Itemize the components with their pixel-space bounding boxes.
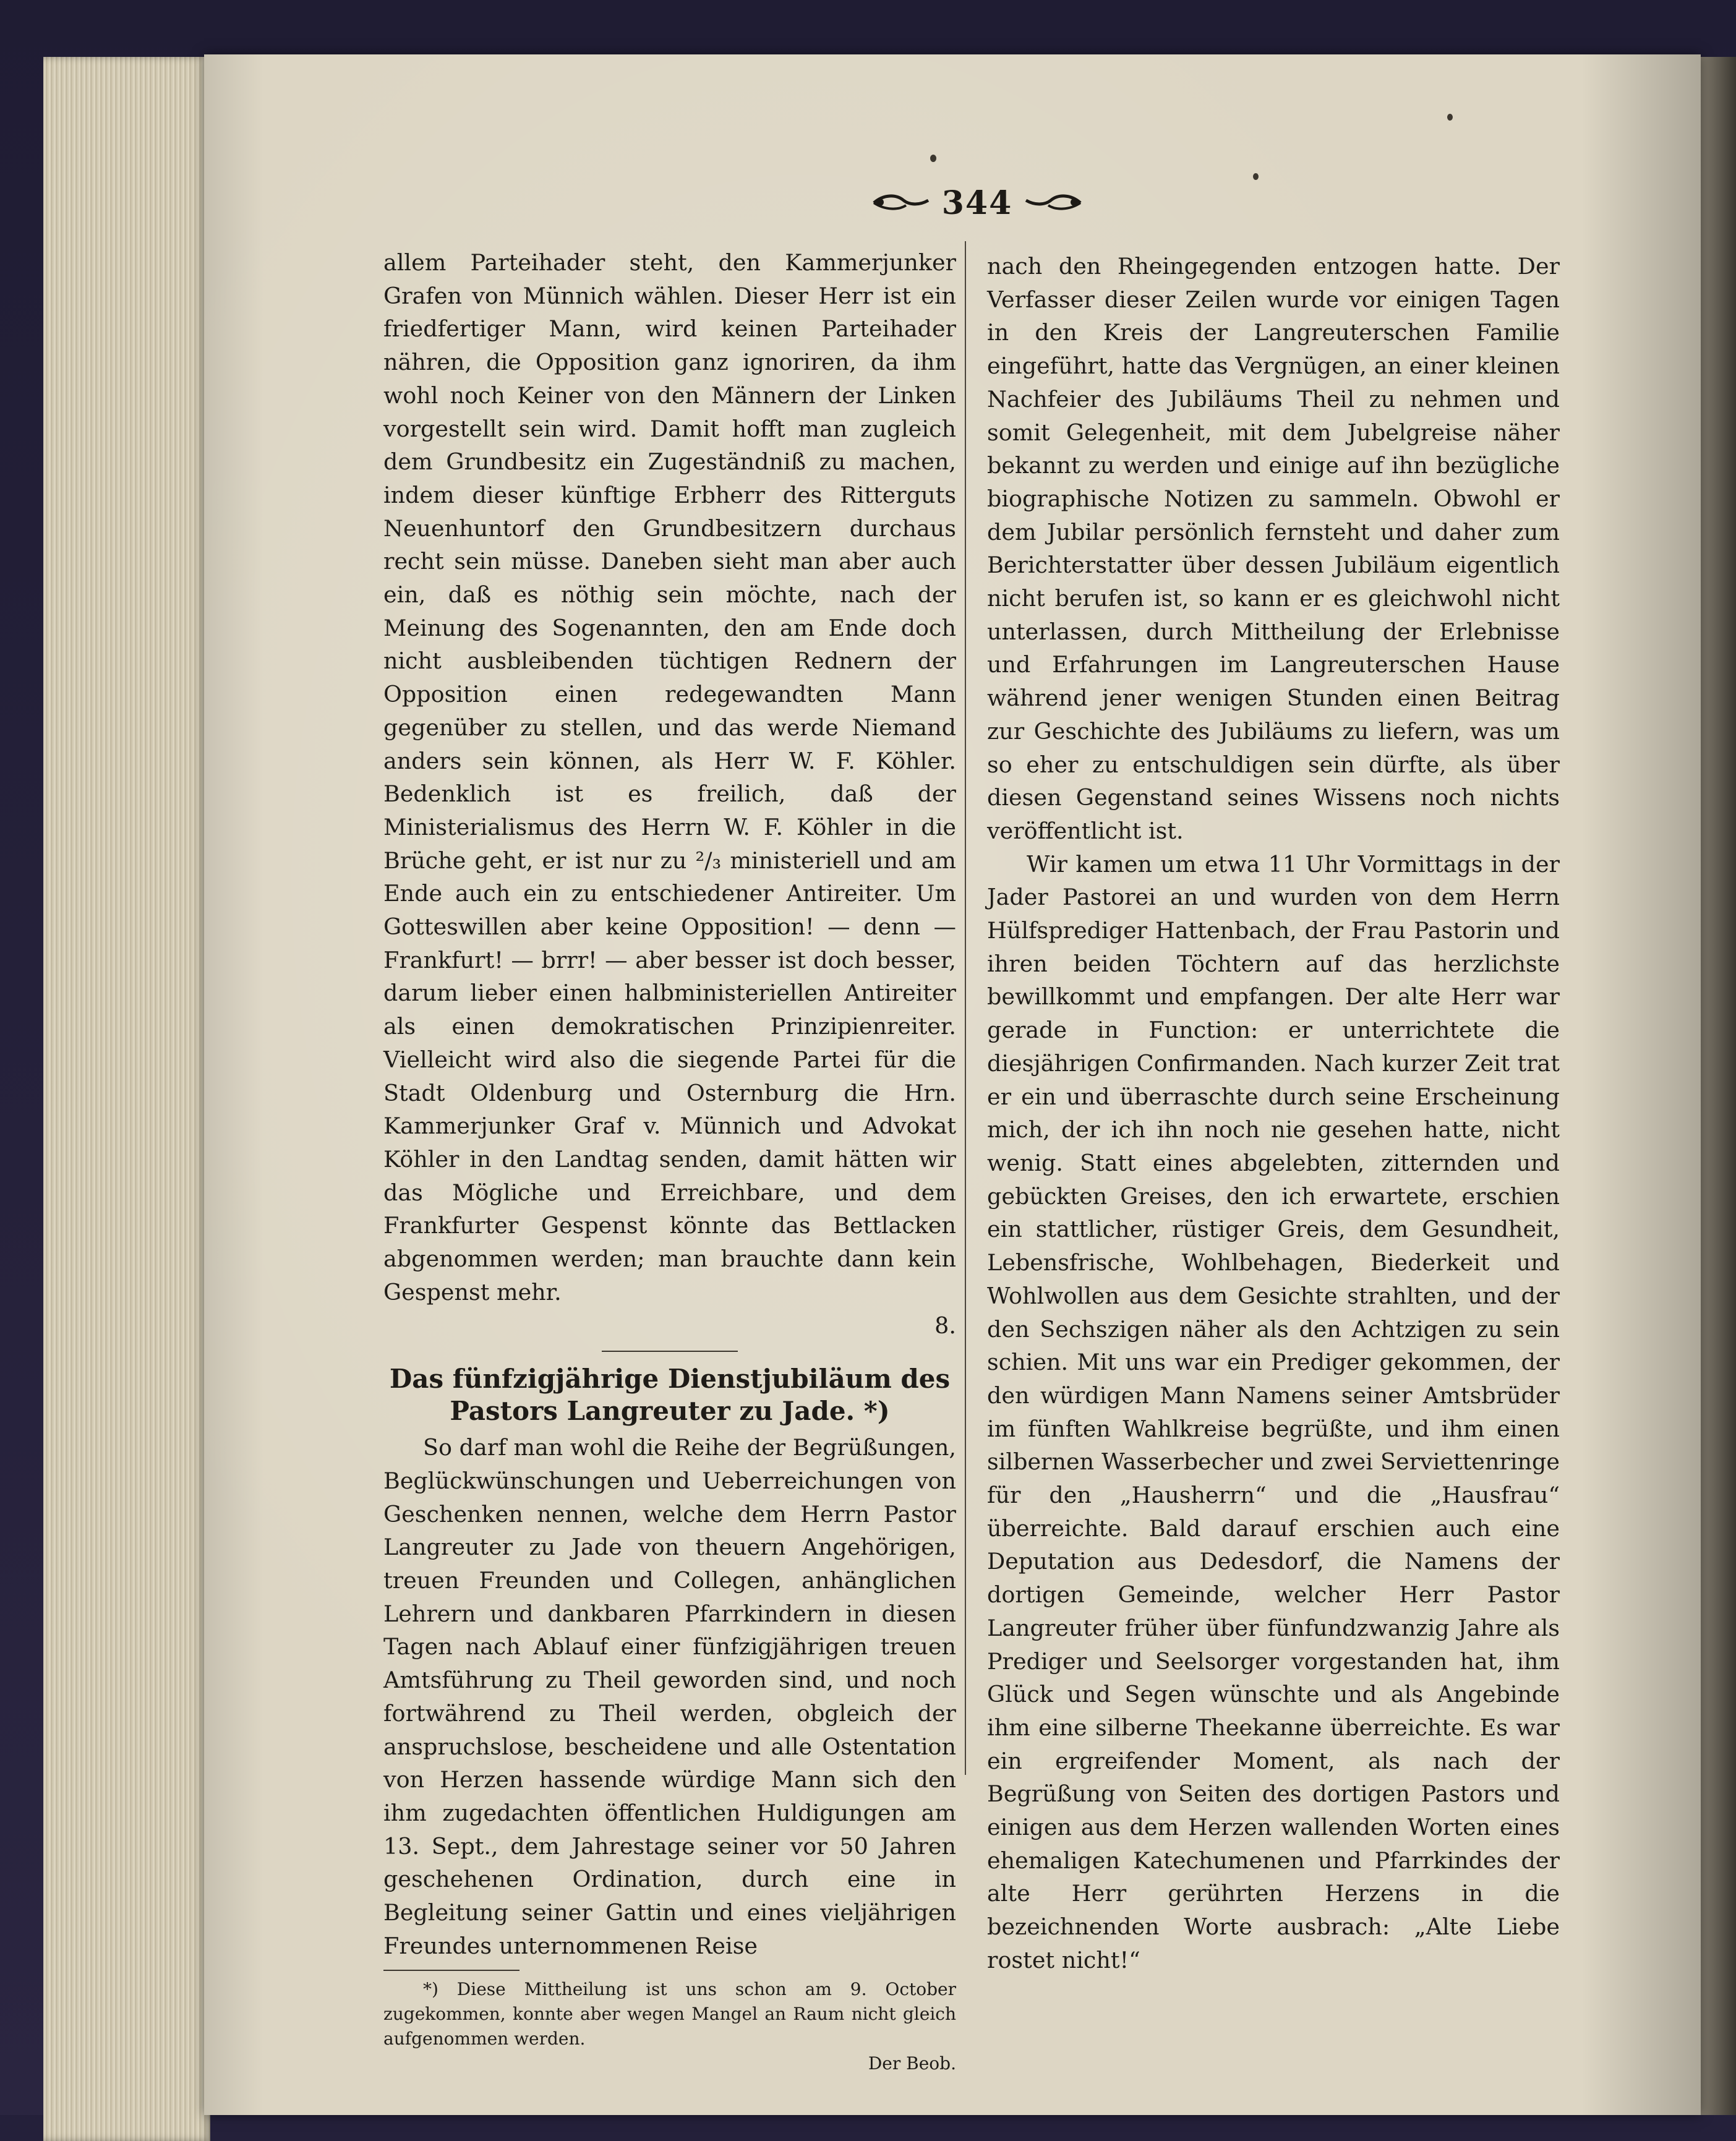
left-column bbox=[383, 246, 956, 2076]
footnote bbox=[383, 1977, 956, 2076]
page-header bbox=[860, 178, 1095, 228]
print-speck bbox=[930, 155, 936, 162]
print-speck bbox=[1447, 114, 1453, 121]
left-paragraph-2: So darf man wohl die Reihe der Begrüßungen, Beglückwünschungen und Ueberreichungen von Geschenken nennen, welche dem Herrn Pastor Langreuter zu Jade von theuern Angehörigen, treuen Freunden und Collegen, anhänglichen Lehrern und dankbaren Pfarrkindern in diesen Tagen nach Ablauf einer fünfzigjährigen treuen Amtsführung zu Theil geworden sind, und noch fortwährend zu Theil werden, obgleich der anspruchslose, bescheidene und alle Ostentation von Herzen hassende würdige Mann sich den ihm zugedachten öffentlichen Huldigungen am 13. Sept., dem Jahrestage seiner vor 50 Jahren geschehenen Ordination, durch eine in Begleitung seiner Gattin und eines vieljährigen Freundes unternommenen Reise bbox=[383, 1434, 956, 1959]
print-speck bbox=[1253, 173, 1259, 180]
page-stack-edge bbox=[43, 57, 210, 2141]
binding-edge bbox=[1695, 57, 1736, 2115]
right-ornament-icon bbox=[1024, 192, 1083, 214]
page-number: 344 bbox=[941, 184, 1013, 222]
column-divider bbox=[965, 241, 966, 1775]
footnote-text: *) Diese Mittheilung ist uns schon am 9. October zugekommen, konnte aber wegen Mangel an Raum nicht gleich aufgenommen werden. bbox=[383, 1979, 956, 2049]
footnote-signature: Der Beob. bbox=[868, 2053, 956, 2074]
right-paragraph-2: Wir kamen um etwa 11 Uhr Vormittags in der Jader Pastorei an und wurden von dem Herrn Hülfsprediger Hattenbach, der Frau Pastorin und ihren beiden Töchtern auf das herzlichste bewillkommt und empfangen. Der alte Herr war gerade in Function: er unterrichtete die diesjährigen Confirmanden. Nach kurzer Zeit trat er ein und überraschte durch seine Erscheinung mich, der ich ihn noch nie gesehen hatte, nicht wenig. Statt eines abgelebten, zitternden und gebückten Greises, den ich erwartete, erschien ein stattlicher, rüstiger Greis, dem Gesundheit, Lebensfrische, Wohlbehagen, Biederkeit und Wohlwollen aus dem Gesichte strahlten, und der den Sechszigen näher als den Achtzigen zu sein schien. Mit uns war ein Prediger gekommen, der den würdigen Mann Namens seiner Amtsbrüder im fünften Wahlkreise begrüßte, und ihm einen silbernen Wasserbecher und zwei Serviettenringe für den „Hausherrn“ und die „Hausfrau“ überreichte. Bald darauf erschien auch eine Deputation aus Dedesdorf, die Namens der dortigen Gemeinde, welcher Herr Pastor Langreuter früher über fünfundzwanzig Jahre als Prediger und Seelsorger vorgestanden hat, ihm Glück und Segen wünschte und als Angebinde ihm eine silberne Theekanne überreichte. Es war ein ergreifender Moment, als nach der Begrüßung von Seiten des dortigen Pastors und einigen aus dem Herzen wallenden Worten eines ehemaligen Katechumenen und Pfarrkindes der alte Herr gerührten Herzens in die bezeichnenden Worte ausbrach: „Alte Liebe rostet nicht!“ bbox=[987, 850, 1560, 1973]
heading-line-2: Pastors Langreuter zu Jade. *) bbox=[450, 1396, 890, 1427]
right-column bbox=[987, 250, 1560, 1977]
footnote-rule bbox=[383, 1970, 520, 1971]
section-rule bbox=[602, 1351, 738, 1352]
heading-line-1: Das fünfzigjährige Dienstjubiläum des bbox=[389, 1364, 951, 1395]
article-signature: 8. bbox=[934, 1312, 956, 1339]
left-ornament-icon bbox=[871, 192, 931, 214]
left-paragraph-1: allem Parteihader steht, den Kammerjunker Grafen von Münnich wählen. Dieser Herr ist ein friedfertiger Mann, wird keinen Parteihader nähren, die Opposition ganz ignoriren, da ihm wohl noch Keiner von den Männern der Linken vorgestellt sein wird. Damit hofft man zugleich dem Grundbesitz ein Zugeständniß zu machen, indem dieser künftige Erbherr des Ritterguts Neuenhuntorf den Grundbesitzern durchaus recht sein müsse. Daneben sieht man aber auch ein, daß es nöthig sein möchte, nach der Meinung des Sogenannten, den am Ende doch nicht ausbleibenden tüchtigen Rednern der Opposition einen redegewandten Mann gegenüber zu stellen, und das werde Niemand anders sein können, als Herr W. F. Köhler. Bedenklich ist es freilich, daß der Ministerialismus des Herrn W. F. Köhler in die Brüche geht, er ist nur zu ²/₃ ministeriell und am Ende auch ein zu entschiedener Antireiter. Um Gotteswillen aber keine Opposition! — denn — Frankfurt! — brrr! — aber besser ist doch besser, darum lieber einen halbministeriellen Antireiter als einen demokratischen Prinzipienreiter. Vielleicht wird also die siegende Partei für die Stadt Oldenburg und Osternburg die Hrn. Kammerjunker Graf v. Münnich und Advokat Köhler in den Landtag senden, damit hätten wir das Mögliche und Erreichbare, und dem Frankfurter Gespenst könnte das Bettlacken abgenommen werden; man brauchte dann kein Gespenst mehr. bbox=[383, 249, 956, 1306]
article-heading bbox=[383, 1363, 956, 1427]
right-paragraph-1: nach den Rheingegenden entzogen hatte. Der Verfasser dieser Zeilen wurde vor einigen Tagen in den Kreis der Langreuterschen Familie eingeführt, hatte das Vergnügen, an einer kleinen Nachfeier des Jubiläums Theil zu nehmen und somit Gelegenheit, mit dem Jubelgreise näher bekannt zu werden und einige auf ihn bezügliche biographische Notizen zu sammeln. Obwohl er dem Jubilar persönlich fernsteht und daher zum Berichterstatter über dessen Jubiläum eigentlich nicht berufen ist, so kann er es gleichwohl nicht unterlassen, durch Mittheilung der Erlebnisse und Erfahrungen im Langreuterschen Hause während jener wenigen Stunden einen Beitrag zur Geschichte des Jubiläums zu liefern, was um so eher zu entschuldigen sein dürfte, als über diesen Gegenstand seines Wissens noch nichts veröffentlicht ist. bbox=[987, 253, 1560, 844]
